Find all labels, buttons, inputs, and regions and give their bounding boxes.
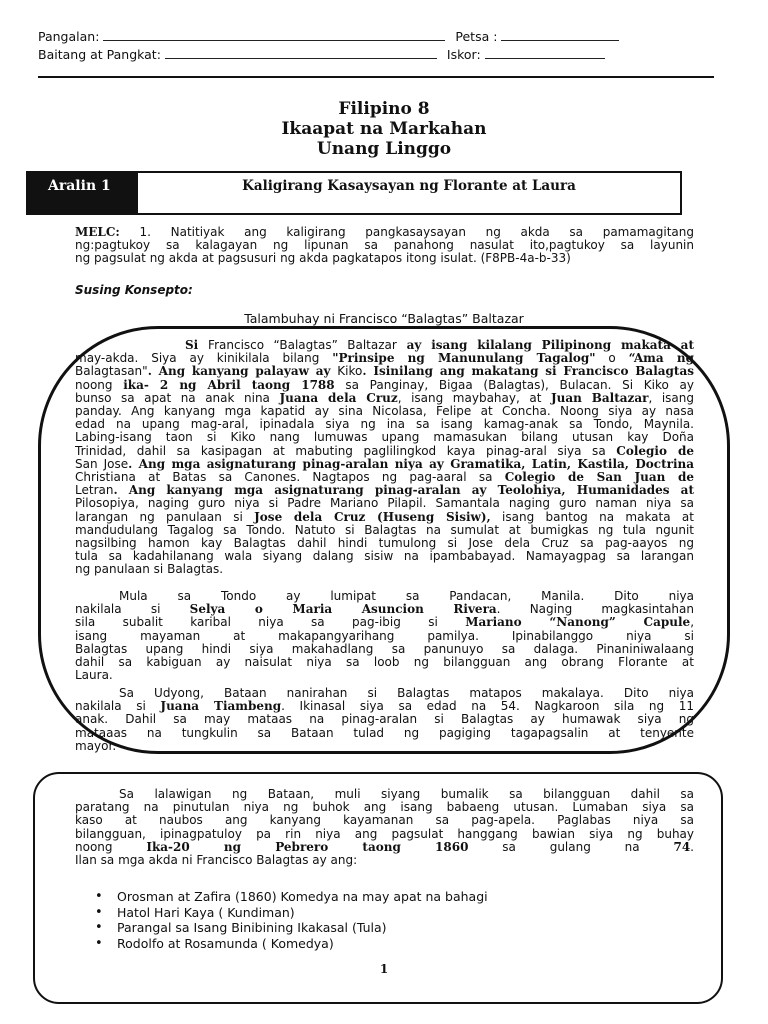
melc-line-1: 1. Natitiyak ang kaligirang pangkasaysayan ng akda sa pamamagitang <box>139 226 694 239</box>
bold-text: . Ang mga asignaturang pinag-aralan niya ay Gramatika, Latin, Kastila, Doctrina <box>128 457 694 471</box>
bold-text: ay isang kilalang Pilipinong makata at <box>396 339 694 352</box>
text-line <box>75 643 694 656</box>
text: Trinidad, dahil sa kasipagan at mabuting paglilingkod kaya pinag-aral siya sa <box>75 444 617 458</box>
list-item: • Orosman at Zafira (1860) Komedya na may apat na bahagi <box>95 889 488 905</box>
text: Kiko <box>337 365 363 379</box>
text: Balagtas upang hindi siya makahadlang sa panunuyo sa dalaga. Pinaniniwalaang <box>75 642 694 656</box>
melc-line-2: ng:pagtukoy sa kalagayan ng lipunan sa panahong nasulat ito,pagtukoy sa layunin <box>75 239 694 253</box>
bold-text: Juana Tiambeng <box>160 700 282 714</box>
text: Sa lalawigan ng Bataan, muli siyang bumalik sa bilangguan dahil sa <box>119 788 694 801</box>
bold-text: Juan Baltazar <box>550 391 649 405</box>
text-line <box>75 339 694 352</box>
aralin-title: Kaligirang Kasaysayan ng Florante at Laura <box>242 178 576 194</box>
aralin-header <box>26 171 682 215</box>
bio-paragraph-3 <box>75 687 694 753</box>
text: isang mayaman at makapangyarihang pamilya. Ipinabilanggo niya si <box>75 629 694 643</box>
text-line <box>75 392 694 405</box>
text-line <box>75 814 694 827</box>
text-line <box>75 418 694 431</box>
text: , isang maybahay, at <box>397 391 551 405</box>
text: sa Panginay, Bigaa (Balagtas), Bulacan. Si Kiko ay <box>334 378 694 392</box>
text-line <box>75 563 694 576</box>
text: tula sa kadahilanang wala siyang dalang sisiw na ipambabayad. Namayagpag sa larangan <box>75 550 694 564</box>
text: paratang na pinutulan niya ng buhok ang isang babaeng utusan. Lumaban siya sa <box>75 801 694 815</box>
text: Letran <box>75 484 114 498</box>
text: , isang <box>648 391 694 405</box>
text-line <box>75 801 694 814</box>
text-line <box>75 458 694 471</box>
bold-text: . Ang kanyang mga asignaturang pinag-aralan ay Teolohiya, Humanidades at <box>113 484 694 498</box>
talambuhay-title: Talambuhay ni Francisco “Balagtas” Baltazar <box>244 311 524 326</box>
text: anak. Dahil sa may mataas na pinag-aralan si Balagtas ay humawak siya ng <box>75 713 694 727</box>
text: nakilala si <box>75 603 190 617</box>
text-line <box>75 630 694 643</box>
text: Sa Udyong, Bataan nanirahan si Balagtas matapos makalaya. Dito niya <box>119 687 694 700</box>
bold-text: Colegio de <box>616 444 694 458</box>
bold-text: . Isinilang ang makatang si Francisco Balagtas <box>362 365 694 379</box>
text: . Ikinasal siya sa edad na 54. Nagkaroon sila ng 11 <box>281 700 694 714</box>
text: edad na upang mag-aral, ipinadala siya ng ina sa isang kamag-anak sa Tondo, Maynila. <box>75 418 694 432</box>
petsa-field[interactable] <box>501 29 619 41</box>
text: . Naging magkasintahan <box>496 603 694 617</box>
text-line <box>75 603 694 616</box>
text-line <box>75 669 694 682</box>
text: Ilan sa mga akda ni Francisco Balagtas ay ang: <box>75 854 358 868</box>
text: nagsilbing hamon kay Balagtas dahil hindi tumulong si Jose dela Cruz sa pag-aayos ng <box>75 537 694 551</box>
text: dahil sa kabiguan ay naisulat niya sa loob ng bilangguan ang obrang Florante at <box>75 656 694 670</box>
petsa-label: Petsa : <box>455 29 498 44</box>
bio-paragraph-1 <box>75 339 694 577</box>
text: nakilala si <box>75 700 161 714</box>
text: San Jose <box>75 457 129 471</box>
bold-text: "Prinsipe ng Manunulang Tagalog" <box>332 352 596 366</box>
text: panday. Ang kanyang mga kapatid ay sina Nicolasa, Felipe at Concha. Noong siya ay nasa <box>75 405 694 419</box>
text: kaso at naubos ang kanyang kayamanan sa pag-apela. Paglabas niya sa <box>75 814 694 828</box>
text: o <box>595 352 629 366</box>
text: mataaas na tungkulin sa Bataan tulad ng pagiging tagapagsalin at tenyente <box>75 726 694 740</box>
text: mayor. <box>75 739 117 753</box>
iskor-label: Iskor: <box>446 47 481 62</box>
aralin-tag: Aralin 1 <box>28 173 138 213</box>
text-line <box>75 713 694 726</box>
text-line <box>75 788 694 801</box>
list-item: • Rodolfo at Rosamunda ( Komedya) <box>95 936 488 952</box>
text: may-akda. Siya ay kinikilala bilang <box>75 352 333 366</box>
subject-title: Filipino 8 <box>338 99 430 119</box>
bold-text: Colegio de San Juan de <box>504 471 694 485</box>
text: Francisco “Balagtas” Baltazar <box>208 339 397 352</box>
pangalan-field[interactable] <box>103 29 445 41</box>
text-line <box>75 524 694 537</box>
text: Christiana at Batas sa Canones. Nagtapos ng pag-aaral sa <box>75 471 505 485</box>
text-line <box>75 511 694 524</box>
list-item: • Hatol Hari Kaya ( Kundiman) <box>95 905 488 921</box>
text-line <box>75 405 694 418</box>
baitang-field[interactable] <box>165 47 437 59</box>
melc-label: MELC: <box>75 226 120 239</box>
list-item: • Parangal sa Isang Binibining Ikakasal (Tula) <box>95 920 488 936</box>
text: ng panulaan si Balagtas. <box>75 563 224 577</box>
text: sila subalit karibal niya sa pag-ibig si <box>75 616 466 630</box>
baitang-row <box>38 47 605 62</box>
susing-konsepto-heading: Susing Konsepto: <box>75 283 193 297</box>
text: bilangguan, ipinagpatuloy pa rin niya ang pagsulat hanggang bawian siya ng buhay <box>75 827 694 841</box>
text-line <box>75 854 694 867</box>
text-line <box>75 687 694 700</box>
text: bunso sa apat na anak nina <box>75 391 280 405</box>
text-line <box>75 431 694 444</box>
text: Labing-isang taon si Kiko nang lumuwas upang mamasukan bilang utusan kay Doña <box>75 431 694 445</box>
bold-text: ika- 2 ng Abril taong 1788 <box>123 378 335 392</box>
text-line <box>75 727 694 740</box>
bold-text: Selya o Maria Asuncion Rivera <box>189 603 497 617</box>
text-line <box>75 445 694 458</box>
bio-paragraph-2 <box>75 590 694 682</box>
page-number: 1 <box>379 962 389 976</box>
pangalan-label: Pangalan: <box>38 29 100 44</box>
works-list <box>95 889 488 951</box>
bold-text: . Ang kanyang palayaw ay <box>147 365 338 379</box>
melc-paragraph <box>75 226 694 266</box>
text-line <box>75 841 694 854</box>
text-line <box>75 550 694 563</box>
melc-line-3: ng pagsulat ng akda at pagsusuri ng akda pagkatapos itong isulat. (F8PB-4a-b-33) <box>75 252 571 266</box>
text-line <box>75 616 694 629</box>
text-line <box>75 379 694 392</box>
bold-text: Juana dela Cruz <box>279 391 398 405</box>
text: Laura. <box>75 669 113 683</box>
text-line <box>75 656 694 669</box>
text: sa gulang na <box>468 840 674 854</box>
text: Pilosopiya, naging guro niya si Padre Mariano Pilapil. Samantala naging guro naman niya sa <box>75 497 694 511</box>
bold-text: Ika-20 ng Pebrero taong 1860 <box>146 840 469 854</box>
text: Balagtasan" <box>75 365 148 379</box>
iskor-field[interactable] <box>485 47 605 59</box>
header-rule <box>38 76 714 78</box>
bold-text: “Ama ng <box>628 352 694 366</box>
text: isang bantog na makata at <box>490 510 694 524</box>
text: noong <box>75 378 124 392</box>
bold-text: Jose dela Cruz (Huseng Sisiw), <box>254 510 491 524</box>
text-line <box>75 471 694 484</box>
week-title: Unang Linggo <box>316 139 452 159</box>
text-line <box>75 700 694 713</box>
bio-paragraph-4 <box>75 788 694 867</box>
text-line <box>75 352 694 365</box>
text: Mula sa Tondo ay lumipat sa Pandacan, Manila. Dito niya <box>119 590 694 603</box>
text-line <box>75 365 694 378</box>
bold-text: Si <box>185 339 209 352</box>
baitang-label: Baitang at Pangkat: <box>38 47 161 62</box>
bold-text: Mariano “Nanong” Capule <box>465 616 691 630</box>
pangalan-row <box>38 29 619 44</box>
bold-text: 74 <box>673 840 691 854</box>
text-line <box>75 537 694 550</box>
text-line <box>75 828 694 841</box>
text-line <box>75 740 694 753</box>
text-line <box>75 484 694 497</box>
text: . <box>690 840 694 854</box>
text: noong <box>75 840 147 854</box>
text-line <box>75 497 694 510</box>
quarter-title: Ikaapat na Markahan <box>281 119 487 139</box>
text: , <box>690 616 694 630</box>
text: larangan ng panulaan si <box>75 510 255 524</box>
text-line <box>75 590 694 603</box>
text: mandudulang Tagalog sa Tondo. Natuto si Balagtas na sumulat at bumigkas ng tula ngunit <box>75 523 694 537</box>
